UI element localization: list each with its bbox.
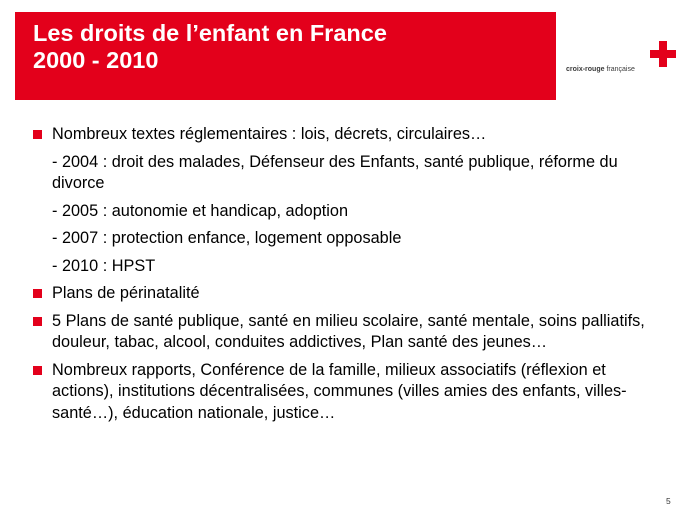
bullet-item <box>33 283 663 305</box>
croix-rouge-logo <box>566 41 676 81</box>
slide-title-line1: Les droits de l’enfant en France <box>33 20 387 46</box>
bullet-text: Plans de périnatalité <box>52 284 200 302</box>
bullet-item <box>33 360 663 425</box>
slide-body <box>33 124 663 430</box>
logo-wordmark <box>566 66 635 73</box>
bullet-text: Nombreux textes réglementaires : lois, décrets, circulaires… <box>52 125 487 143</box>
logo-wordmark-light: française <box>604 66 635 73</box>
red-cross-icon <box>650 41 676 67</box>
sub-item: - 2007 : protection enfance, logement opposable <box>52 229 402 247</box>
bullet-text: Nombreux rapports, Conférence de la famille, milieux associatifs (réflexion et actions), institutions décentralisées, communes (villes amies des enfants, villes-santé…), éducation nationale, justice… <box>52 360 627 422</box>
square-bullet-icon <box>33 366 42 375</box>
bullet-text: 5 Plans de santé publique, santé en milieu scolaire, santé mentale, soins palliatifs, douleur, tabac, alcool, conduites addictives, Plan santé des jeunes… <box>52 311 645 351</box>
sub-item: - 2010 : HPST <box>52 256 156 275</box>
square-bullet-icon <box>33 130 42 139</box>
slide-title-line2: 2000 - 2010 <box>33 47 159 73</box>
page-number: 5 <box>666 496 671 506</box>
square-bullet-icon <box>33 289 42 298</box>
bullet-item <box>33 124 663 146</box>
sub-item: - 2005 : autonomie et handicap, adoption <box>52 201 348 220</box>
slide-title <box>33 20 387 74</box>
sub-item: - 2004 : droit des malades, Défenseur des Enfants, santé publique, réforme du divorce <box>52 152 618 192</box>
square-bullet-icon <box>33 317 42 326</box>
title-banner <box>15 12 556 100</box>
bullet-item <box>33 311 663 354</box>
logo-wordmark-bold: croix-rouge <box>566 66 605 73</box>
